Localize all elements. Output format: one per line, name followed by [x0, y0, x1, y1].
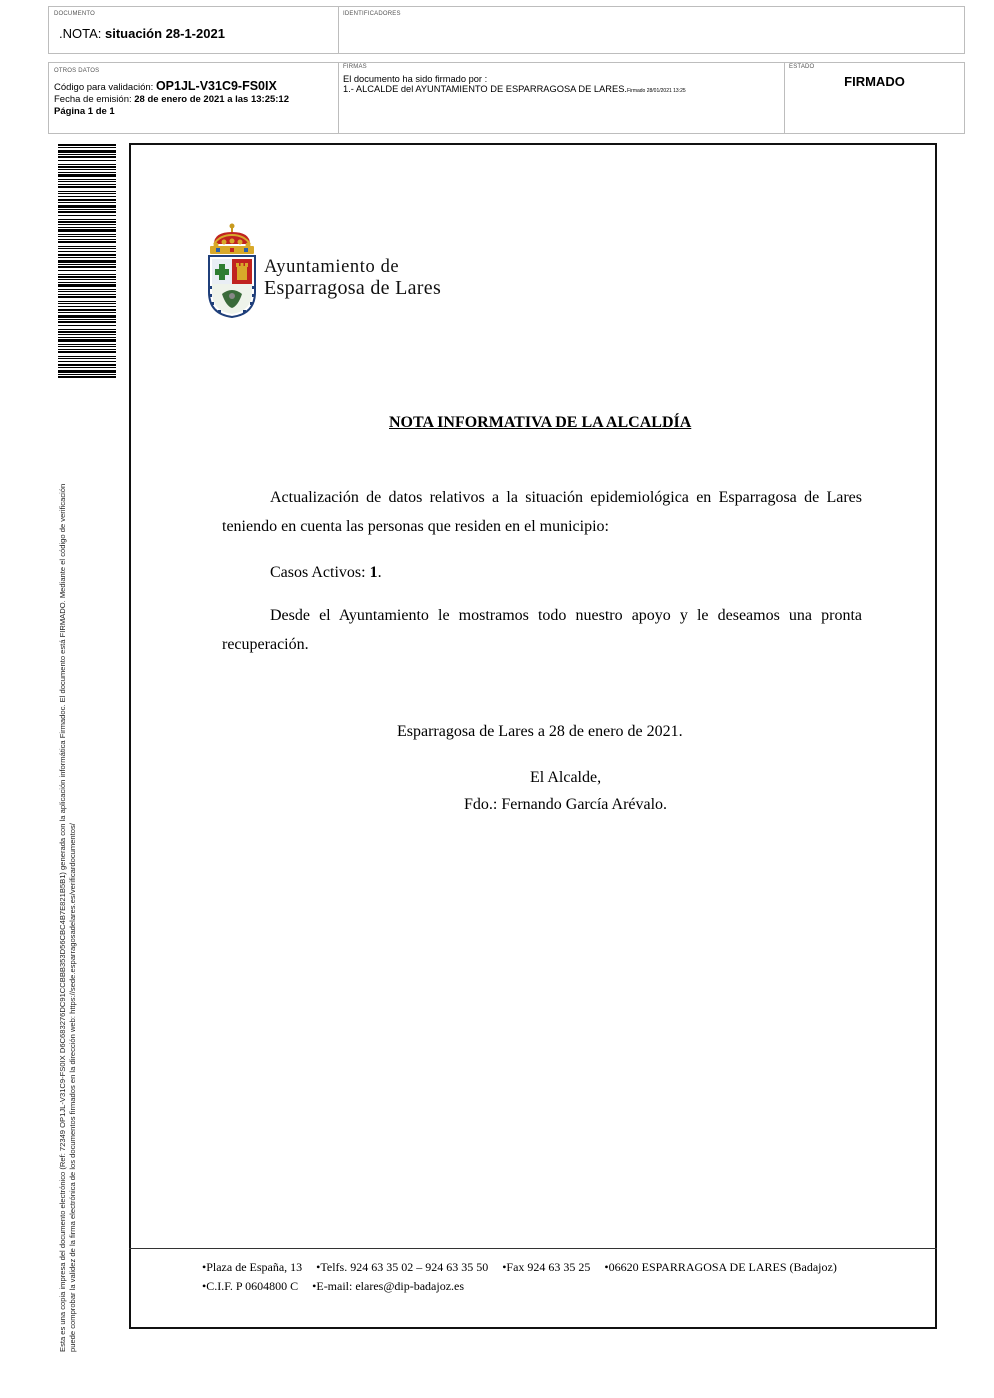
estado-value: FIRMADO	[844, 74, 905, 89]
org-name-line-1: Ayuntamiento de	[264, 257, 400, 277]
codigo-value: OP1JL-V31C9-FS0IX	[155, 79, 277, 93]
fecha-value: 28 de enero de 2021 a las 13:25:12	[134, 94, 290, 105]
footer-email: •E-mail: elares@dip-badajoz.es	[312, 1279, 465, 1293]
firmas-caption: FIRMAS	[343, 64, 367, 70]
footer-postal: •06620 ESPARRAGOSA DE LARES (Badajoz)	[604, 1260, 837, 1274]
firmas-line-1: El documento ha sido firmado por :	[343, 74, 488, 84]
signer-name: Fdo.: Fernando García Arévalo.	[464, 796, 668, 813]
codigo-validacion	[54, 79, 277, 93]
estado-cell	[784, 62, 965, 134]
footer-address: •Plaza de España, 13	[202, 1260, 303, 1274]
footer-fax: •Fax 924 63 35 25	[502, 1260, 591, 1274]
otros-datos-caption: OTROS DATOS	[54, 68, 100, 74]
footer-phones: •Telfs. 924 63 35 02 – 924 63 35 50	[316, 1260, 489, 1274]
document-title-prefix: .NOTA:	[59, 26, 105, 41]
paragraph-active-cases	[222, 558, 862, 587]
documento-cell	[48, 6, 339, 54]
otros-datos-cell	[48, 62, 339, 134]
identificadores-cell	[338, 6, 965, 54]
firmante: 1.- ALCALDE del AYUNTAMIENTO DE ESPARRAGOSA DE LARES.	[343, 84, 627, 94]
identificadores-caption: IDENTIFICADORES	[343, 11, 401, 17]
active-cases-end: .	[377, 564, 382, 581]
estado-caption: ESTADO	[789, 64, 815, 70]
firmas-line-2	[343, 84, 686, 94]
footer-line-1	[202, 1260, 837, 1275]
place-date: Esparragosa de Lares a 28 de enero de 2021.	[397, 723, 683, 740]
org-name-line-2: Esparragosa de Lares	[264, 277, 442, 299]
firmas-cell	[338, 62, 785, 134]
document-title-name: situación 28-1-2021	[104, 26, 225, 41]
paragraph-support: Desde el Ayuntamiento le mostramos todo nuestro apoyo y le deseamos una pronta recuperación.	[222, 607, 862, 653]
document-heading: NOTA INFORMATIVA DE LA ALCALDÍA	[389, 414, 692, 431]
verification-note-line-2: puede comprobar la validez de la firma electrónica de los documentos firmados en la dirección web: https://sede.esparragosadelares.es/verificardocumentos/	[68, 823, 77, 1352]
footer-line-2	[202, 1279, 464, 1294]
coat-of-arms-icon	[206, 222, 258, 318]
fecha-label: Fecha de emisión:	[54, 94, 135, 105]
paragraph-intro: Actualización de datos relativos a la situación epidemiológica en Esparragosa de Lares teniendo en cuenta las personas que residen en el municipio:	[222, 489, 862, 535]
barcode-icon	[58, 144, 116, 380]
signer-title: El Alcalde,	[530, 769, 602, 786]
documento-caption: DOCUMENTO	[54, 11, 96, 17]
fecha-emision	[54, 94, 289, 105]
verification-note-line-1: Esta es una copia impresa del documento electrónico (Ref: 72349 OP1JL-V31C9-FS0IX D6C683276DC91CCBBB353D56CBC4B7E821B5B1) generada con la aplicación informática Firmadoc. El documento está FIRMADO. Mediante el código de verificación	[58, 483, 67, 1352]
pagina-count: Página 1 de 1	[54, 106, 115, 117]
verification-note	[58, 484, 78, 1352]
footer-divider	[129, 1248, 937, 1249]
header-gap	[48, 54, 965, 62]
active-cases-value: 1	[369, 564, 378, 581]
footer-cif: •C.I.F. P 0604800 C	[202, 1279, 299, 1293]
firma-stamp: Firmado 28/01/2021 13:25	[627, 88, 686, 94]
active-cases-label: Casos Activos:	[270, 564, 370, 581]
document-title	[59, 26, 225, 41]
codigo-label: Código para validación:	[54, 82, 156, 93]
